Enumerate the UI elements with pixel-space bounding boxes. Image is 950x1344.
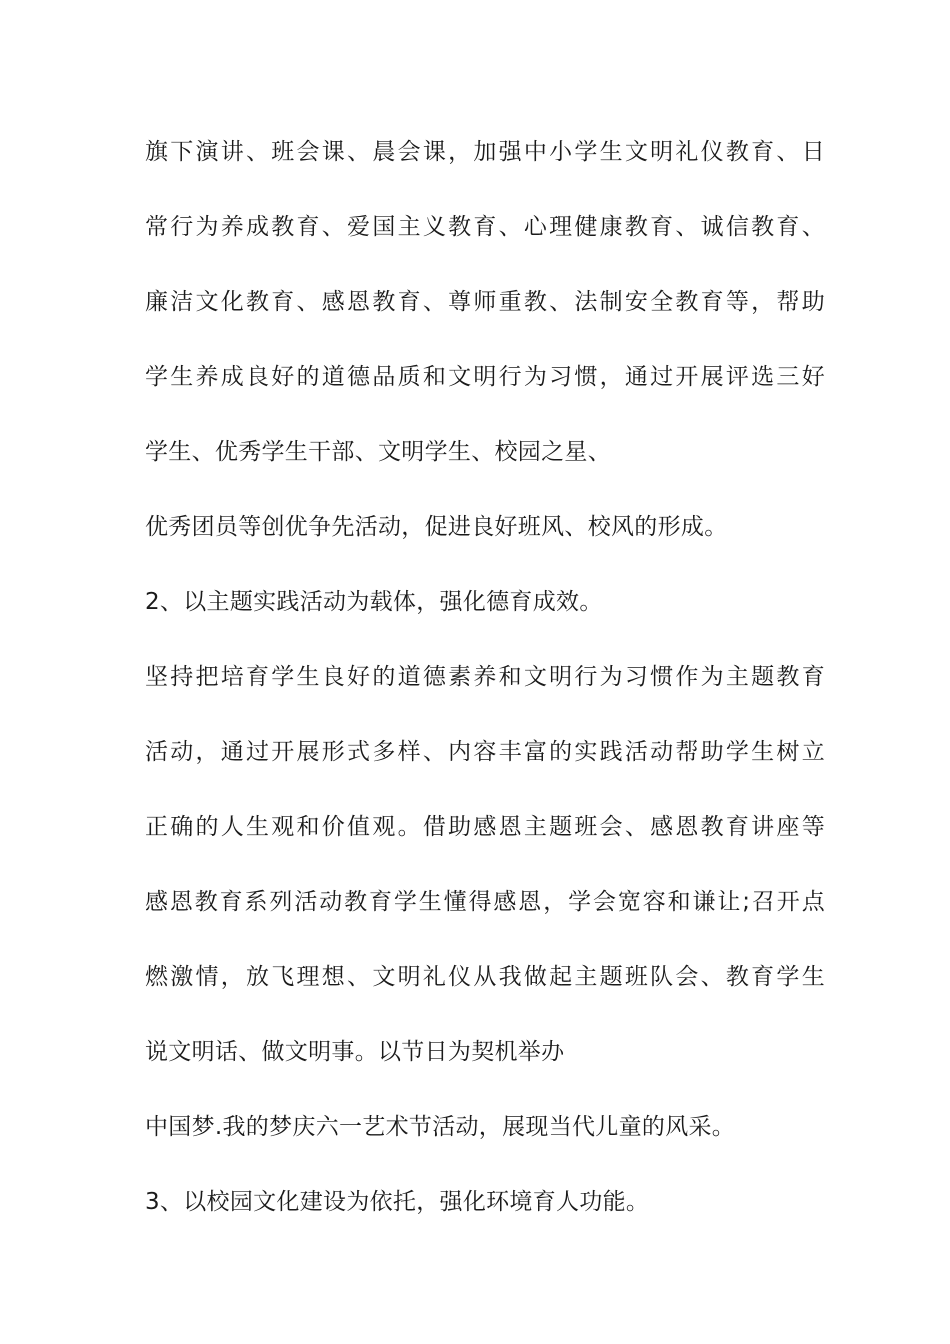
text-line: 中国梦.我的梦庆六一艺术节活动，展现当代儿童的风采。: [145, 1114, 736, 1140]
text-line: 学生、优秀学生干部、文明学生、校园之星、: [145, 439, 611, 465]
text-line: 感恩教育系列活动教育学生懂得感恩，学会宽容和谦让;召开点: [145, 889, 825, 915]
text-line: 学生养成良好的道德品质和文明行为习惯，通过开展评选三好: [145, 364, 825, 390]
text-line: 优秀团员等创优争先活动，促进良好班风、校风的形成。: [145, 514, 728, 540]
text-line: 正确的人生观和价值观。借助感恩主题班会、感恩教育讲座等: [145, 814, 825, 840]
text-line: 坚持把培育学生良好的道德素养和文明行为习惯作为主题教育: [145, 664, 825, 690]
text-line: 旗下演讲、班会课、晨会课，加强中小学生文明礼仪教育、日: [145, 139, 825, 165]
text-line: 常行为养成教育、爱国主义教育、心理健康教育、诚信教育、: [145, 214, 825, 240]
text-line: 说文明话、做文明事。以节日为契机举办: [145, 1039, 565, 1065]
text-line: 廉洁文化教育、感恩教育、尊师重教、法制安全教育等，帮助: [145, 289, 825, 315]
text-line: 燃激情，放飞理想、文明礼仪从我做起主题班队会、教育学生: [145, 964, 825, 990]
section-heading: 2、以主题实践活动为载体，强化德育成效。: [145, 589, 603, 615]
section-heading: 3、以校园文化建设为依托，强化环境育人功能。: [145, 1189, 650, 1215]
text-line: 活动，通过开展形式多样、内容丰富的实践活动帮助学生树立: [145, 739, 825, 765]
